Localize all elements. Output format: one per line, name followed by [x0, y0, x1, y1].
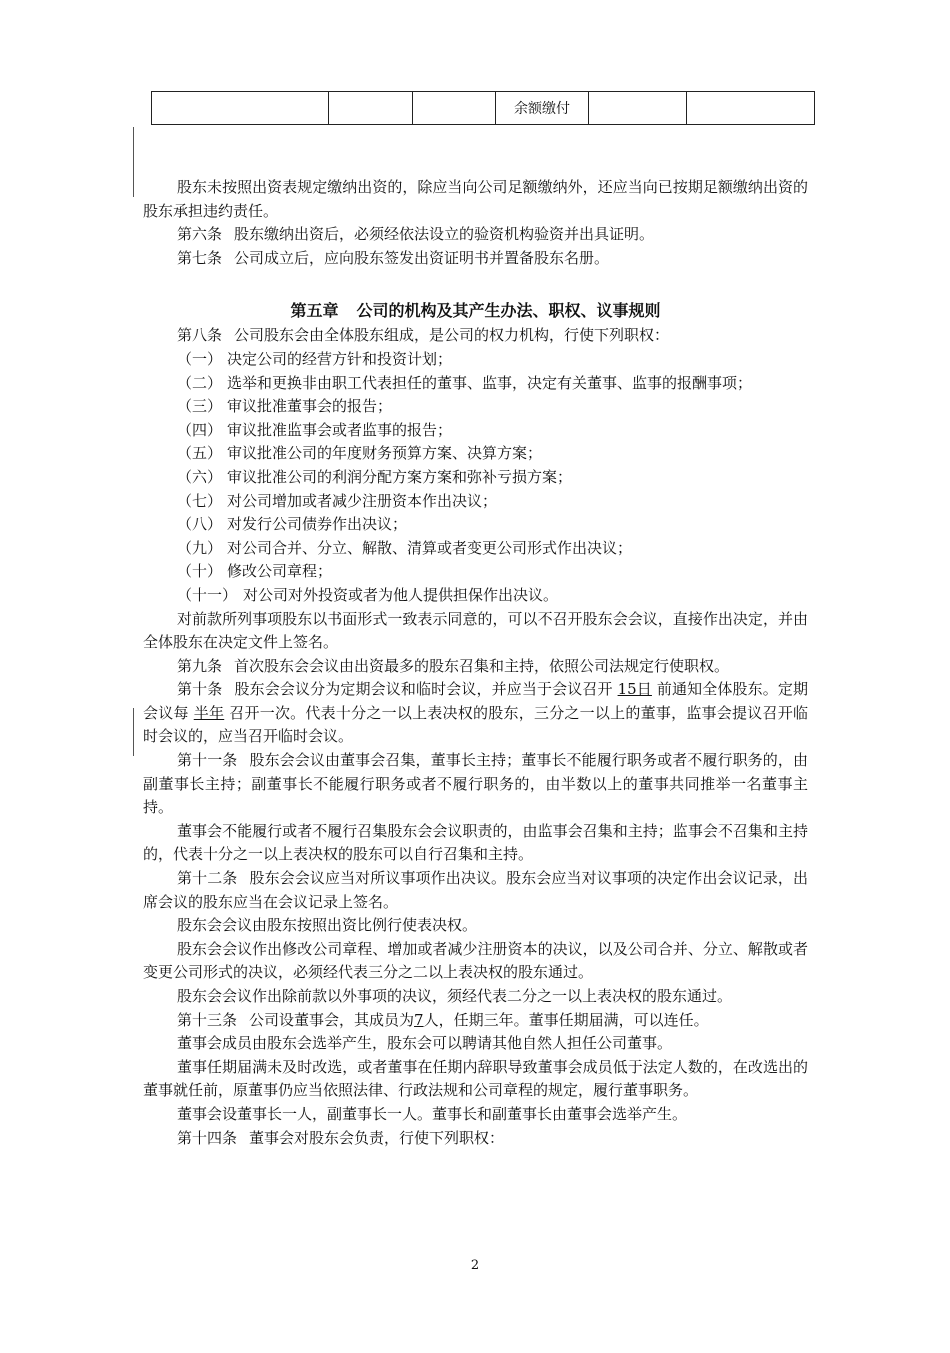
paragraph: 对前款所列事项股东以书面形式一致表示同意的，可以不召开股东会会议，直接作出决定，并由全体股东在决定文件上签名。 — [143, 609, 808, 652]
table-cell — [687, 92, 815, 125]
article-9: 第九条 首次股东会会议由出资最多的股东召集和主持，依照公司法规定行使职权。 — [177, 656, 730, 675]
capital-contribution-table — [151, 91, 815, 125]
revision-mark — [133, 708, 134, 756]
article-12: 第十二条 股东会会议应当对所议事项作出决议。股东会应当对议事项的决定作出会议记录，出席会议的股东应当在会议记录上签名。 — [143, 869, 808, 911]
table-cell — [413, 92, 496, 125]
list-item: （十一） 对公司对外投资或者为他人提供担保作出决议。 — [177, 585, 559, 604]
paragraph: 董事任期届满未及时改选，或者董事在任期内辞职导致董事会成员低于法定人数的，在改选出的董事就任前，原董事仍应当依照法律、行政法规和公司章程的规定，履行董事职务。 — [143, 1057, 808, 1100]
article-14: 第十四条 董事会对股东会负责，行使下列职权： — [177, 1128, 505, 1147]
page-number: 2 — [470, 1258, 480, 1273]
paragraph: 股东会会议由股东按照出资比例行使表决权。 — [177, 916, 478, 935]
table-cell — [329, 92, 413, 125]
paragraph: 董事会设董事长一人，副董事长一人。董事长和副董事长由董事会选举产生。 — [177, 1104, 688, 1123]
table-row — [152, 92, 815, 125]
notice-period-field: 15日 — [617, 680, 652, 699]
paragraph: 股东未按照出资表规定缴纳出资的，除应当向公司足额缴纳外，还应当向已按期足额缴纳出资的股东承担违约责任。 — [143, 178, 808, 220]
list-item: （一） 决定公司的经营方针和投资计划； — [177, 349, 453, 368]
revision-mark — [133, 127, 134, 197]
article-10: 第十条 股东会会议分为定期会议和临时会议，并应当于会议召开 15日 前通知全体股东。定期会议每 半年 召开一次。代表十分之一以上表决权的股东，三分之一以上的董事，监事会提议召开临时会议的，应当召开临时会议。 — [143, 680, 808, 746]
table-cell — [152, 92, 329, 125]
article-7: 第七条 公司成立后，应向股东签发出资证明书并置备股东名册。 — [177, 248, 610, 267]
list-item: （二） 选举和更换非由职工代表担任的董事、监事，决定有关董事、监事的报酬事项； — [177, 373, 753, 392]
article-6: 第六条 股东缴纳出资后，必须经依法设立的验资机构验资并出具证明。 — [177, 225, 655, 244]
meeting-period-field: 半年 — [193, 703, 225, 722]
table-cell — [589, 92, 687, 125]
chapter-heading: 第五章 公司的机构及其产生办法、职权、议事规则 — [290, 301, 661, 321]
paragraph: 股东会会议作出除前款以外事项的决议，须经代表二分之一以上表决权的股东通过。 — [177, 987, 733, 1005]
list-item: （三） 审议批准董事会的报告； — [177, 397, 393, 416]
paragraph: 董事会不能履行或者不履行召集股东会会议职责的，由监事会召集和主持；监事会不召集和主持的，代表十分之一以上表决权的股东可以自行召集和主持。 — [143, 821, 808, 864]
article-8: 第八条 公司股东会由全体股东组成，是公司的权力机构，行使下列职权： — [177, 326, 670, 345]
paragraph: 股东会会议作出修改公司章程、增加或者减少注册资本的决议，以及公司合并、分立、解散或者变更公司形式的决议，必须经代表三分之二以上表决权的股东通过。 — [143, 939, 808, 982]
board-size-field: 7 — [414, 1010, 424, 1029]
list-item: （七） 对公司增加或者减少注册资本作出决议； — [177, 491, 498, 510]
paragraph: 董事会成员由股东会选举产生，股东会可以聘请其他自然人担任公司董事。 — [177, 1034, 673, 1053]
body-text — [143, 176, 808, 1150]
list-item: （六） 审议批准公司的利润分配方案方案和弥补亏损方案； — [177, 467, 573, 486]
article-11: 第十一条 股东会会议由董事会召集，董事长主持；董事长不能履行职务或者不履行职务的，由副董事长主持；副董事长不能履行职务或者不履行职务的，由半数以上的董事共同推举一名董事主持。 — [143, 751, 808, 817]
list-item: （五） 审议批准公司的年度财务预算方案、决算方案； — [177, 444, 543, 463]
table-cell-payment-method: 余额缴付 — [496, 92, 589, 125]
article-13: 第十三条 公司设董事会，其成员为7人，任期三年。董事任期届满，可以连任。 — [177, 1010, 709, 1029]
list-item: （八） 对发行公司债券作出决议； — [177, 515, 408, 534]
list-item: （九） 对公司合并、分立、解散、清算或者变更公司形式作出决议； — [177, 538, 633, 557]
list-item: （四） 审议批准监事会或者监事的报告； — [177, 420, 453, 439]
list-item: （十） 修改公司章程； — [177, 562, 333, 581]
